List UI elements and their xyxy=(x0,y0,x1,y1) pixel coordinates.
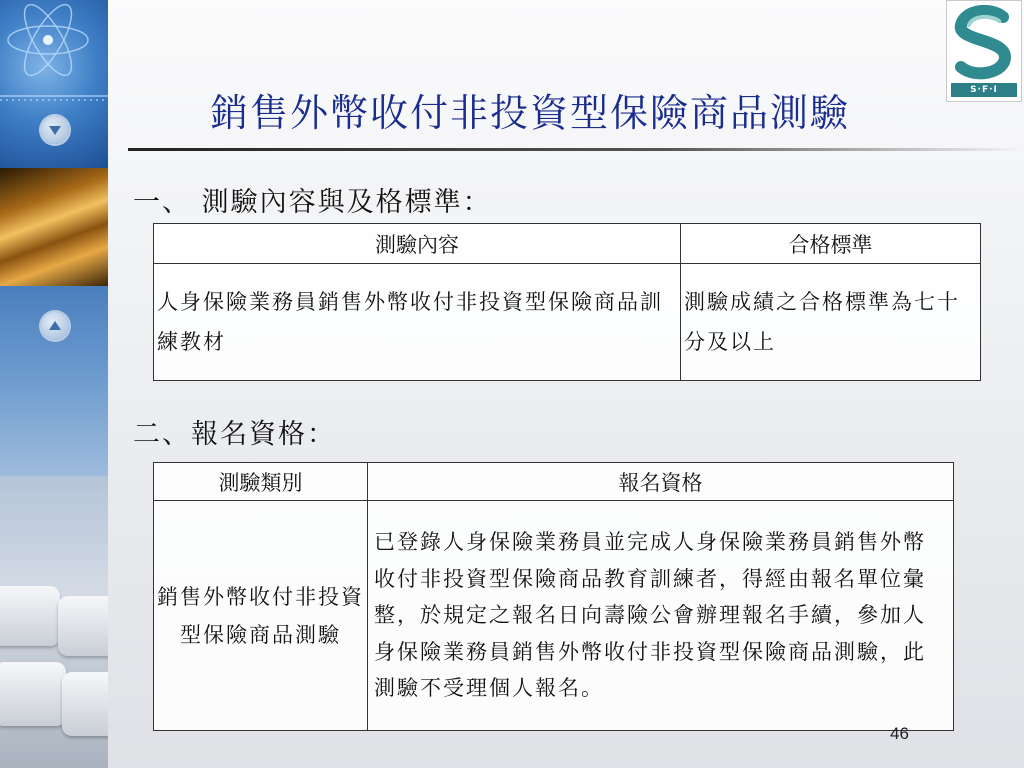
decorative-left-strip xyxy=(0,0,108,768)
test-content-cell: 人身保險業務員銷售外幣收付非投資型保險商品訓練教材 xyxy=(154,264,681,381)
section1-heading: 一、 測驗內容與及格標準： xyxy=(133,187,492,218)
page-title: 銷售外幣收付非投資型保險商品測驗 xyxy=(209,91,850,135)
table-row xyxy=(154,264,981,381)
column-header-category: 測驗類別 xyxy=(154,463,368,501)
section2-heading: 二、報名資格： xyxy=(133,419,336,450)
title-divider xyxy=(128,148,1024,151)
table-header-row xyxy=(154,463,954,501)
table-row xyxy=(154,501,954,731)
logo-text: S·F·I xyxy=(951,83,1017,97)
sfi-logo xyxy=(946,0,1022,102)
pass-standard-cell: 測驗成績之合格標準為七十分及以上 xyxy=(681,264,981,381)
keyboard-key xyxy=(58,596,108,656)
arrow-down-icon xyxy=(41,116,69,144)
column-header-qualification: 報名資格 xyxy=(368,463,954,501)
decorative-keyboard-image xyxy=(0,476,108,768)
decorative-gold-image xyxy=(0,168,108,286)
column-header-standard: 合格標準 xyxy=(681,224,981,264)
sfi-logo-icon xyxy=(947,3,1021,83)
section1-table xyxy=(153,223,981,381)
keyboard-key xyxy=(62,672,108,736)
table-header-row xyxy=(154,224,981,264)
section2-table xyxy=(153,462,954,731)
page-number: 46 xyxy=(890,724,909,743)
keyboard-key xyxy=(0,586,60,646)
column-header-content: 測驗內容 xyxy=(154,224,681,264)
keyboard-key xyxy=(0,662,66,726)
arrow-up-icon xyxy=(41,312,69,340)
qualification-cell: 已登錄人身保險業務員並完成人身保險業務員銷售外幣收付非投資型保險商品教育訓練者，得經由報名單位彙整，於規定之報名日向壽險公會辦理報名手續，參加人身保險業務員銷售外幣收付非投資型保險商品測驗，此測驗不受理個人報名。 xyxy=(368,501,954,731)
exam-category-cell: 銷售外幣收付非投資型保險商品測驗 xyxy=(154,501,368,731)
